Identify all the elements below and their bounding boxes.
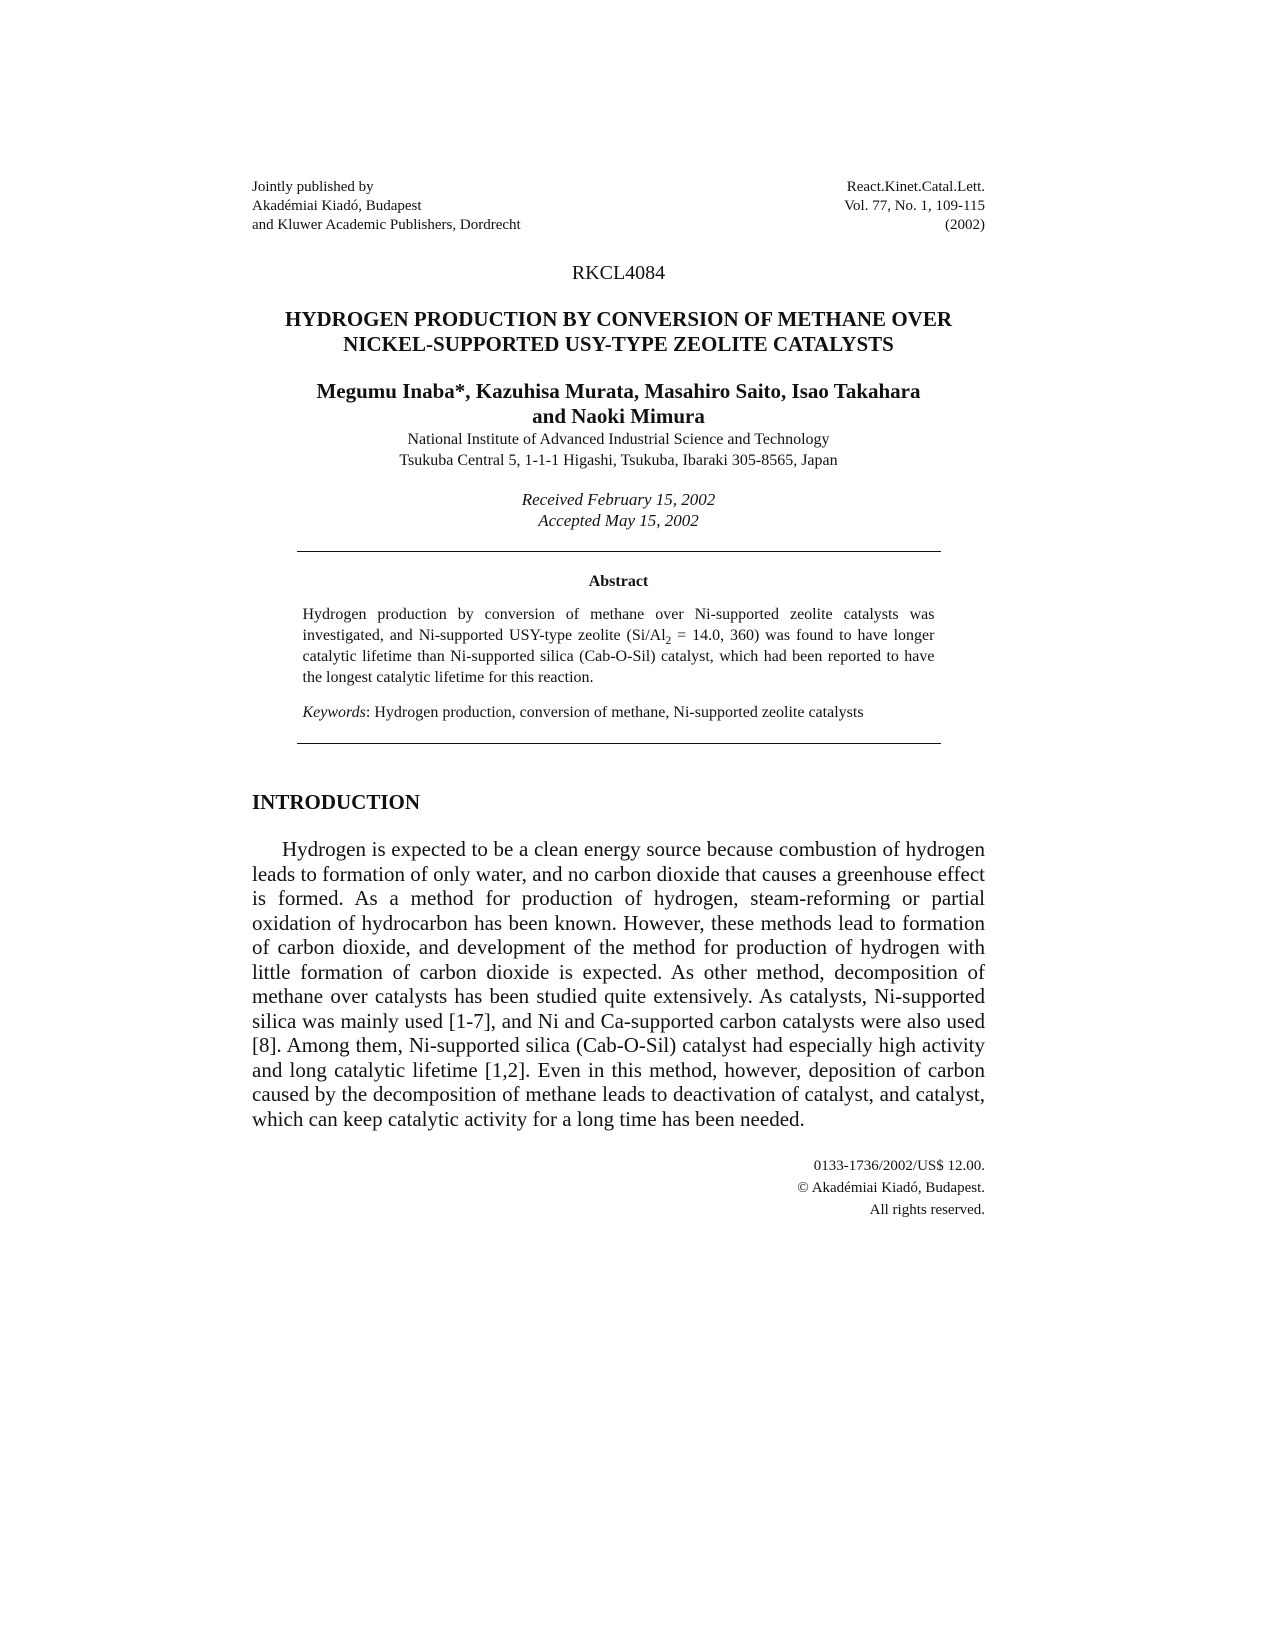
keywords-text: : Hydrogen production, conversion of methane, Ni-supported zeolite catalysts <box>365 704 864 721</box>
publication-header <box>252 178 985 235</box>
abstract-section <box>297 551 941 744</box>
author-line: and Naoki Mimura <box>532 404 705 428</box>
publisher-line: Jointly published by <box>252 179 374 195</box>
keywords <box>303 702 935 723</box>
publisher-info <box>252 178 521 235</box>
publisher-line: Akadémiai Kiadó, Budapest <box>252 198 422 214</box>
title-line: NICKEL-SUPPORTED USY-TYPE ZEOLITE CATALYSTS <box>343 332 894 356</box>
affiliation-line: Tsukuba Central 5, 1-1-1 Higashi, Tsukuba, Ibaraki 305-8565, Japan <box>399 452 838 469</box>
copyright-line: © Akadémiai Kiadó, Budapest. <box>797 1180 985 1196</box>
introduction-heading: INTRODUCTION <box>252 790 421 814</box>
journal-info <box>844 178 985 235</box>
affiliation <box>252 429 985 471</box>
journal-line: Vol. 77, No. 1, 109-115 <box>844 198 985 214</box>
accepted-date: Accepted May 15, 2002 <box>538 511 699 530</box>
author-list <box>252 379 985 429</box>
journal-line: (2002) <box>945 217 985 233</box>
abstract-text <box>303 604 935 688</box>
keywords-label: Keywords <box>302 704 366 721</box>
copyright-line: 0133-1736/2002/US$ 12.00. <box>813 1158 985 1174</box>
introduction-paragraph: Hydrogen is expected to be a clean energy source because combustion of hydrogen leads to formation of only water, and no carbon dioxide that causes a greenhouse effect is formed. As a method for production of hydrogen, steam-reforming or partial oxidation of hydrocarbon has been known. However, these methods lead to formation of carbon dioxide, and development of the method for production of hydrogen with little formation of carbon dioxide is expected. As other method, decomposition of methane over catalysts has been studied quite extensively. As catalysts, Ni-supported silica was mainly used [1-7], and Ni and Ca-supported carbon catalysts were also used [8]. Among them, Ni-supported silica (Cab-O-Sil) catalyst had especially high activity and long catalytic lifetime [1,2]. Even in this method, however, deposition of carbon caused by the decomposition of methane leads to deactivation of catalyst, and catalyst, which can keep catalytic activity for a long time has been needed. <box>252 837 985 1131</box>
copyright-line: All rights reserved. <box>869 1202 985 1218</box>
abstract-text-part: = 14.0, 360) was found to have longer catalytic lifetime than Ni-supported silica (Cab-O-Sil) catalyst, which had been reported to have the longest catalytic lifetime for this reaction. <box>302 627 935 686</box>
affiliation-line: National Institute of Advanced Industrial Science and Technology <box>407 431 830 448</box>
abstract-heading: Abstract <box>588 573 649 590</box>
article-title <box>252 307 985 357</box>
article-dates <box>252 489 985 531</box>
title-line: HYDROGEN PRODUCTION BY CONVERSION OF METHANE OVER <box>285 307 952 331</box>
paper-page <box>252 178 985 1221</box>
article-code: RKCL4084 <box>571 262 666 284</box>
subscript: 2 <box>665 635 672 648</box>
abstract-text-part: Hydrogen production by conversion of methane over Ni-supported zeolite catalysts was investigated, and Ni-supported USY-type zeolite (Si/Al <box>302 606 935 644</box>
received-date: Received February 15, 2002 <box>521 490 716 509</box>
journal-line: React.Kinet.Catal.Lett. <box>846 179 985 195</box>
author-line: Megumu Inaba*, Kazuhisa Murata, Masahiro Saito, Isao Takahara <box>316 379 921 403</box>
copyright-block <box>252 1155 985 1221</box>
publisher-line: and Kluwer Academic Publishers, Dordrecht <box>252 217 521 233</box>
